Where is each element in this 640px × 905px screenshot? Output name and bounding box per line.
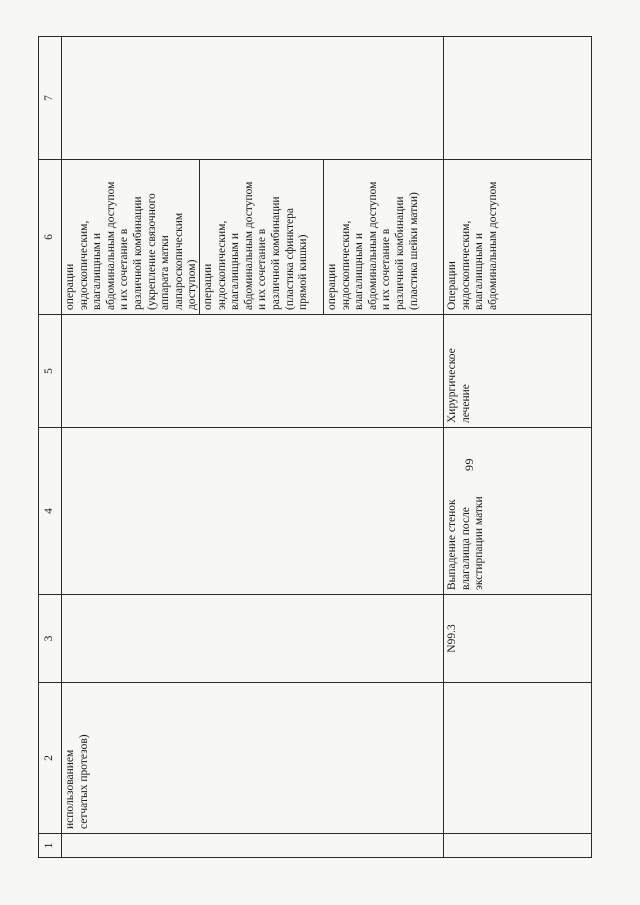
header-col-4: 4: [39, 428, 62, 595]
treatment-method: Операции эндоскопическим, влагалищным и абдоминальным доступом: [444, 160, 592, 315]
cell-r1-c2: использованием сетчатых протезов): [62, 683, 444, 834]
procedures-table: [38, 36, 592, 858]
header-col-6: 6: [39, 160, 62, 315]
diagnosis-code: N99.3: [444, 595, 592, 683]
header-col-2: 2: [39, 683, 62, 834]
diagnosis-description: Выпадение стенок влагалища после экстирпации матки: [444, 428, 592, 595]
cell-r1-c7: [62, 37, 444, 160]
cell-r2-c7: [444, 37, 592, 160]
procedure-option-2: операции эндоскопическим, влагалищным и абдоминальным доступом и их сочетание в различной комбинации (пластика сфинктера прямой кишки): [200, 160, 324, 314]
procedure-option-3: операции эндоскопическим, влагалищным и абдоминальным доступом и их сочетание в различной комбинации (пластика шейки матки): [326, 181, 420, 310]
header-col-3: 3: [39, 595, 62, 683]
cell-r1-c6: [62, 160, 444, 315]
table-row: [444, 37, 592, 858]
cell-r1-c1: [62, 834, 444, 858]
cell-r1-c4: [62, 428, 444, 595]
cell-r2-c2: [444, 683, 592, 834]
header-col-5: 5: [39, 315, 62, 428]
cell-r2-c1: [444, 834, 592, 858]
header-row: [39, 37, 62, 858]
header-col-1: 1: [39, 834, 62, 858]
procedure-option-1: операции эндоскопическим, влагалищным и абдоминальным доступом и их сочетание в различной комбинации (укрепление связочного аппарата матки лапароскопическим доступом): [62, 160, 200, 314]
page-number: 99: [462, 458, 476, 471]
header-col-7: 7: [39, 37, 62, 160]
table-row: [62, 37, 444, 858]
treatment-type: Хирургическое лечение: [444, 315, 592, 428]
cell-r1-c5: [62, 315, 444, 428]
cell-r1-c3: [62, 595, 444, 683]
